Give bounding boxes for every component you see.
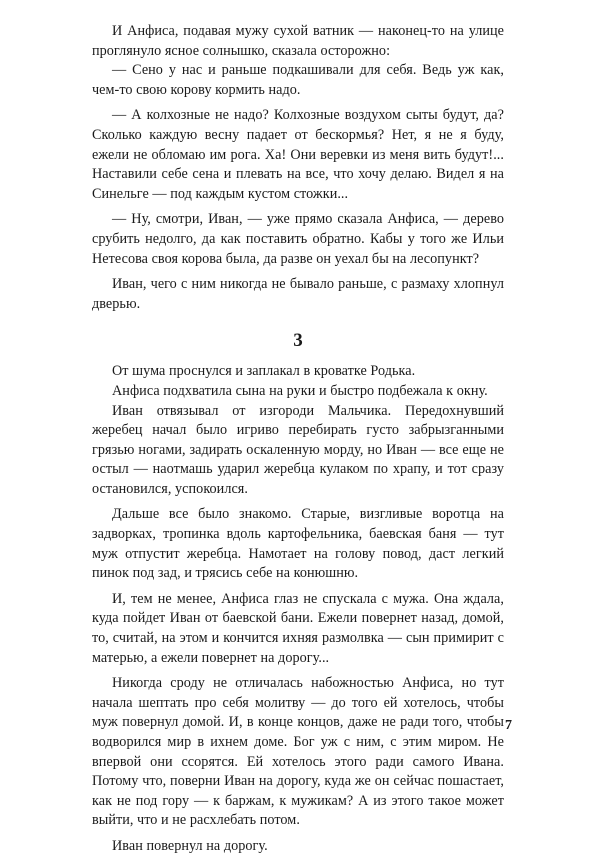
paragraph: Анфиса подхватила сына на руки и быстро подбежала к окну. xyxy=(112,382,488,399)
page-number: 7 xyxy=(505,718,512,733)
paragraph: Иван повернул на дорогу. xyxy=(112,837,268,854)
paragraph: — Ну, смотри, Иван, — уже прямо сказала Анфиса, — дерево срубить недолго, да как поставить обратно. Кабы у того же Ильи Нетесова своя корова была, да разве он уехал бы на лесопункт? xyxy=(92,211,504,267)
chapter-number: 3 xyxy=(293,330,303,352)
paragraph: — Сено у нас и раньше подкашивали для себя. Ведь уж как, чем-то свою корову кормить надо. xyxy=(92,62,504,98)
paragraph: Иван отвязывал от изгороди Мальчика. Передохнувший жеребец начал было игриво перебирать густо забрызганными грязью ногами, задирать оскаленную морду, но Иван — все еще не остыл — наотмашь ударил жеребца кулаком по храпу, и тот сразу остановился, успокоился. xyxy=(92,402,504,497)
paragraph: Дальше все было знакомо. Старые, визгливые воротца на задворках, тропинка вдоль картофельника, баевская баня — тут муж отпустит жеребца. Намотает на голову повод, даст легкий пинок под зад, и трясись себе на конюшню. xyxy=(92,506,504,582)
paragraph: И Анфиса, подавая мужу сухой ватник — наконец-то на улице проглянуло ясное солнышко, сказала осторожно: xyxy=(92,23,504,59)
paragraph: От шума проснулся и заплакал в кроватке Родька. xyxy=(112,363,416,380)
paragraph: — А колхозные не надо? Колхозные воздухом сыты будут, да? Сколько каждую весну падает от бескормья? Нет, я не я буду, ежели не обломаю им рога. Ха! Они веревки из меня вить будут!... Наставили себе сена и плевать на все, что хочу делаю. Видел я на Синельге — под каждым кустом стожки... xyxy=(92,107,504,202)
paragraph: Никогда сроду не отличалась набожностью Анфиса, но тут начала шептать про себя молитву — до того ей хотелось, чтобы муж повернул домой. И, в конце концов, даже не ради того, чтобы водворился мир в ихнем доме. Бог уж с ним, с этим миром. Не впервой они ссорятся. Ей хотелось этого ради самого Ивана. Потому что, поверни Иван на дорогу, куда же он сейчас пошастает, как не под гору — к баржам, к мужикам? А из этого такое может выйти, что и не расхлебать потом. xyxy=(92,675,504,829)
paragraph: И, тем не менее, Анфиса глаз не спускала с мужа. Она ждала, куда пойдет Иван от баевской бани. Ежели повернет назад, домой, то, считай, на этом и кончится ихняя размолвка — сын примирит с матерью, а ежели повернет на дорогу... xyxy=(92,590,504,666)
page-text xyxy=(92,22,504,857)
paragraph: Иван, чего с ним никогда не бывало раньше, с размаху хлопнул дверью. xyxy=(92,276,504,312)
